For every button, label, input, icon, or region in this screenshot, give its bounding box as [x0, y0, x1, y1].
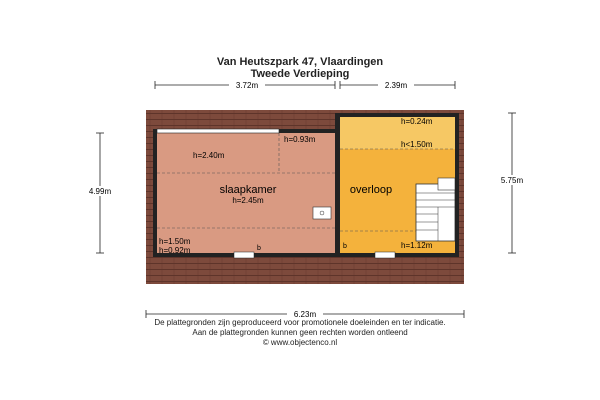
floorplan-floor-title: Tweede Verdieping	[250, 68, 350, 80]
floorplan-address: Van Heutszpark 47, Vlaardingen	[216, 56, 384, 68]
height-label: h=2.40m	[193, 151, 225, 160]
dim-top-right: 2.39m	[384, 81, 408, 90]
height-label: h=1.12m	[401, 241, 433, 250]
copyright-line: © www.objectenco.nl	[262, 338, 338, 347]
dim-top-left: 3.72m	[235, 81, 259, 90]
marker-b: b	[343, 243, 347, 250]
window	[157, 129, 279, 133]
dim-bottom: 6.23m	[293, 310, 317, 319]
height-label: h=0.24m	[401, 117, 433, 126]
height-label: h=0.93m	[284, 135, 316, 144]
door-overloop	[375, 252, 395, 258]
dim-right: 5.75m	[500, 176, 524, 185]
marker-b: b	[257, 245, 261, 252]
disclaimer-line-2: Aan de plattegronden kunnen geen rechten worden ontleend	[192, 328, 408, 337]
staircase	[416, 178, 455, 241]
room-label-overloop: overloop	[349, 184, 393, 196]
height-label: h=1.50m	[159, 237, 191, 246]
disclaimer-line-1: De plattegronden zijn geproduceerd voor promotionele doeleinden en ter indicatie.	[154, 318, 446, 327]
height-label: h<1.50m	[401, 140, 433, 149]
low-ceiling-zone	[340, 117, 455, 149]
room-label-slaapkamer: slaapkamer	[219, 184, 277, 196]
door-slaapkamer	[234, 252, 254, 258]
dim-left: 4.99m	[88, 187, 112, 196]
sink	[313, 207, 331, 219]
room-height-slaapkamer: h=2.45m	[232, 196, 264, 205]
height-label: h=0.92m	[159, 246, 191, 255]
